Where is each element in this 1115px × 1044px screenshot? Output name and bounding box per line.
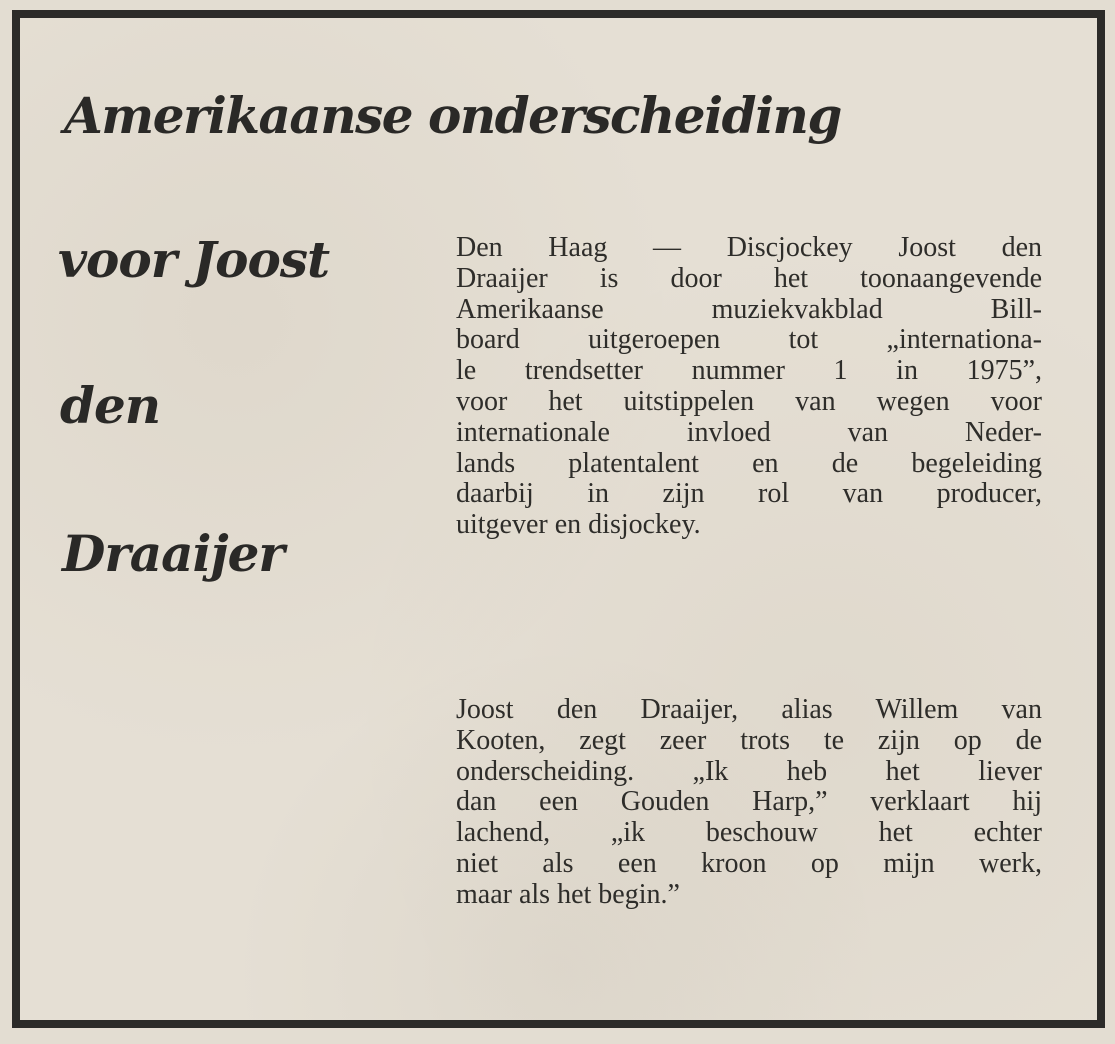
paragraph-2-line: maar als het begin.” [456, 879, 680, 910]
paragraph-1-line: daarbij in zijn rol van producer, [456, 479, 1042, 510]
paragraph-1-line: board uitgeroepen tot „internationa- [456, 325, 1042, 356]
paragraph-1-line: internationale invloed van Neder- [456, 417, 1042, 448]
paragraph-2-line: Kooten, zegt zeer trots te zijn op de [456, 725, 1042, 756]
paragraph-1-line: Amerikaanse muziekvakblad Bill- [456, 294, 1042, 325]
headline-line-3: den [60, 376, 161, 435]
headline-line-1: Amerikaanse onderscheiding [64, 86, 841, 145]
paragraph-1-line: voor het uitstippelen van wegen voor [456, 386, 1042, 417]
paragraph-1-line: le trendsetter nummer 1 in 1975”, [456, 356, 1042, 387]
article-paragraph-2 [456, 695, 1042, 911]
paragraph-1-line: lands platentalent en de begeleiding [456, 448, 1042, 479]
paragraph-2-line: onderscheiding. „Ik heb het liever [456, 756, 1042, 787]
newspaper-clipping [12, 10, 1105, 1028]
paragraph-2-line: dan een Gouden Harp,” verklaart hij [456, 787, 1042, 818]
paragraph-1-line: uitgever en disjockey. [456, 510, 701, 541]
paragraph-2-line: lachend, „ik beschouw het echter [456, 818, 1042, 849]
article-paragraph-1 [456, 233, 1042, 541]
headline-line-4: Draaijer [62, 524, 284, 583]
paragraph-1-line: Den Haag — Discjockey Joost den [456, 233, 1042, 263]
paragraph-2-line: niet als een kroon op mijn werk, [456, 848, 1042, 879]
paragraph-1-line: Draaijer is door het toonaangevende [456, 263, 1042, 294]
headline-line-2: voor Joost [58, 230, 330, 289]
paragraph-2-line: Joost den Draaijer, alias Willem van [456, 695, 1042, 725]
